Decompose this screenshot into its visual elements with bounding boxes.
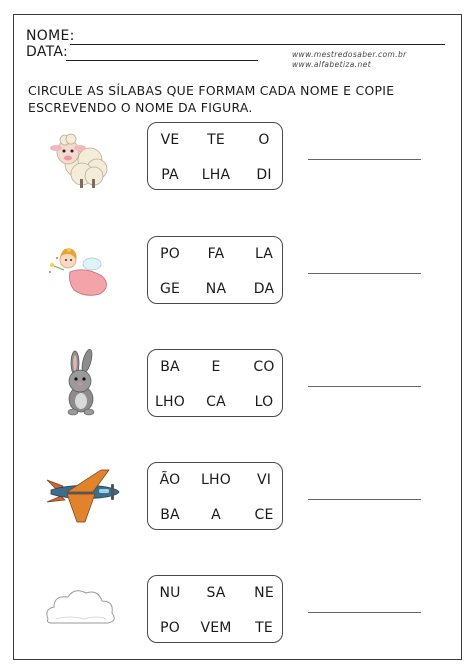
answer-line[interactable] (308, 159, 421, 160)
syllable[interactable]: VE (160, 132, 180, 148)
syllable[interactable]: CE (254, 507, 274, 523)
syllable[interactable]: BA (160, 359, 180, 375)
date-field[interactable] (66, 60, 258, 61)
instructions-line-1: CIRCULE AS SÍLABAS QUE FORMAM CADA NOME E COPIE (28, 83, 395, 98)
syllable[interactable]: PO (160, 246, 180, 262)
exercise-row (0, 349, 474, 421)
syllable[interactable]: PO (160, 620, 180, 636)
syllable[interactable]: NE (254, 585, 274, 601)
syllable[interactable]: PA (161, 167, 179, 183)
answer-line[interactable] (308, 499, 421, 500)
syllable[interactable]: CA (206, 394, 226, 410)
sheep-picture (40, 122, 120, 192)
instructions (28, 82, 448, 116)
syllable[interactable]: CO (253, 359, 275, 375)
syllable[interactable]: NU (159, 585, 181, 601)
exercise-row (0, 122, 474, 194)
exercise-row (0, 236, 474, 308)
site-url-1: www.mestredosaber.com.br (292, 50, 407, 59)
rabbit-picture (40, 349, 120, 419)
syllable[interactable]: O (258, 132, 270, 148)
answer-line[interactable] (308, 612, 421, 613)
syllable[interactable]: E (211, 359, 221, 375)
syllable-box (147, 122, 283, 190)
name-field[interactable] (70, 44, 445, 45)
answer-line[interactable] (308, 273, 421, 274)
answer-line[interactable] (308, 386, 421, 387)
syllable[interactable]: LHO (155, 394, 185, 410)
instructions-line-2: ESCREVENDO O NOME DA FIGURA. (28, 100, 253, 115)
airplane-picture (34, 462, 124, 532)
exercise-row (0, 575, 474, 647)
syllable[interactable]: TE (207, 132, 225, 148)
syllable-box (147, 236, 283, 304)
syllable[interactable]: LO (254, 394, 274, 410)
syllable-box (147, 575, 283, 643)
syllable[interactable]: SA (206, 585, 226, 601)
syllable[interactable]: BA (160, 507, 180, 523)
cloud-picture (40, 575, 120, 645)
syllable[interactable]: GE (159, 281, 181, 297)
syllable[interactable]: DI (256, 167, 272, 183)
site-url-2: www.alfabetiza.net (292, 60, 372, 69)
syllable[interactable]: A (211, 507, 221, 523)
syllable[interactable]: VI (256, 472, 272, 488)
syllable-box (147, 349, 283, 417)
date-label: DATA: (26, 44, 69, 60)
syllable[interactable]: TE (255, 620, 273, 636)
syllable[interactable]: ÃO (159, 472, 181, 488)
name-label: NOME: (26, 28, 75, 44)
fairy-picture (40, 236, 120, 306)
syllable-box (147, 462, 283, 530)
syllable[interactable]: VEM (200, 620, 232, 636)
syllable[interactable]: LHA (201, 167, 231, 183)
syllable[interactable]: LA (254, 246, 274, 262)
exercise-row (0, 462, 474, 534)
syllable[interactable]: LHO (201, 472, 231, 488)
syllable[interactable]: FA (207, 246, 225, 262)
syllable[interactable]: DA (253, 281, 275, 297)
syllable[interactable]: NA (205, 281, 227, 297)
